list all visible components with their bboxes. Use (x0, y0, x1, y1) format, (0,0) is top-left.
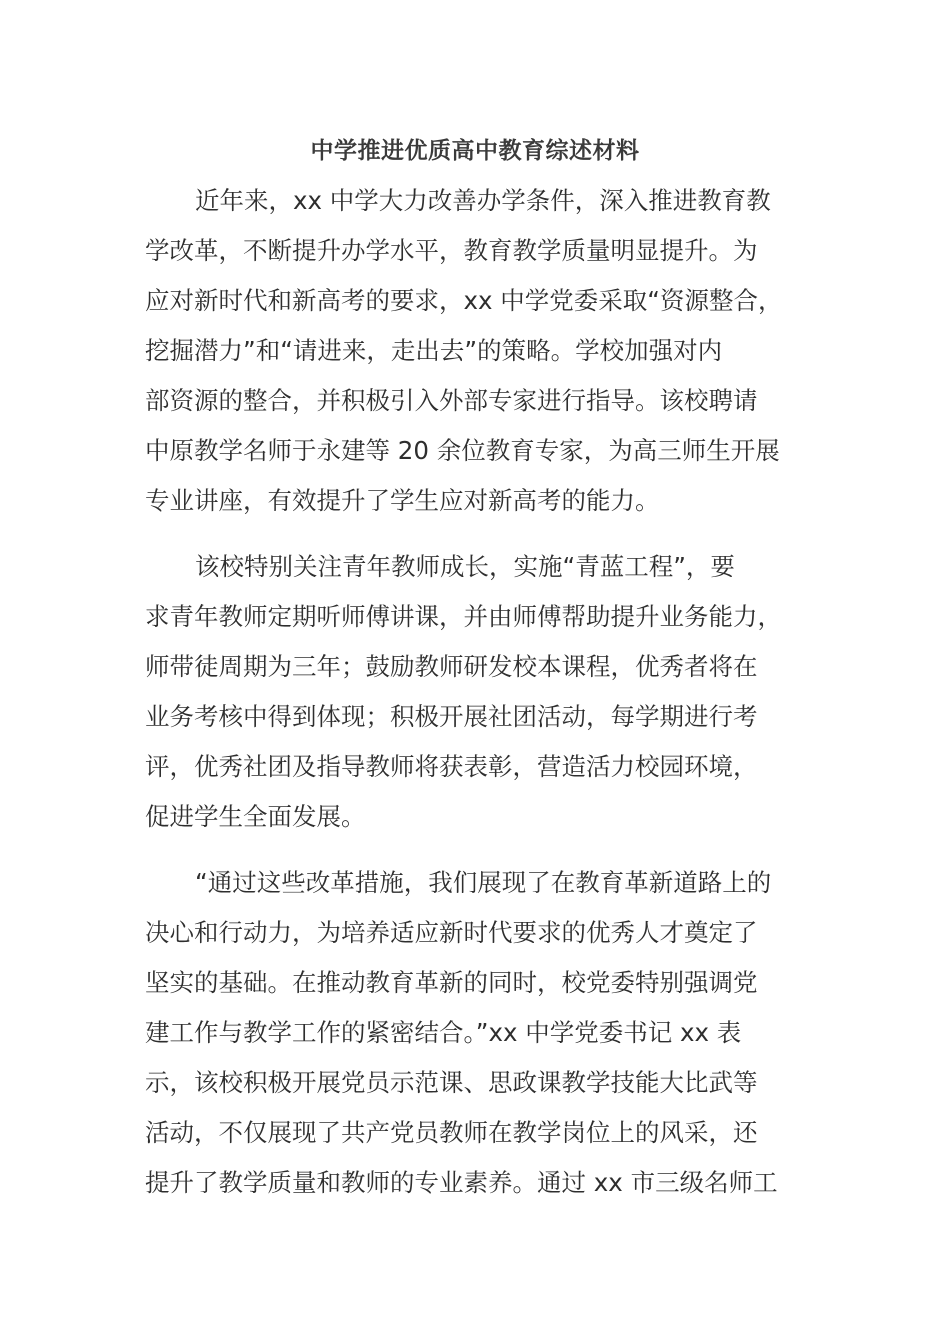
paragraph-line: 促进学生全面发展。 (145, 802, 366, 831)
paragraph-line: 示，该校积极开展党员示范课、思政课教学技能大比武等 (145, 1068, 758, 1097)
paragraph-2 (145, 542, 782, 842)
paragraph-line: 提升了教学质量和教师的专业素养。通过 xx 市三级名师工 (145, 1168, 778, 1197)
paragraph-line: 求青年教师定期听师傅讲课，并由师傅帮助提升业务能力， (145, 602, 782, 631)
document-title: 中学推进优质高中教育综述材料 (310, 138, 640, 164)
paragraph-line: 学改革，不断提升办学水平，教育教学质量明显提升。为 (145, 236, 758, 265)
paragraph-line: 坚实的基础。在推动教育革新的同时，校党委特别强调党 (145, 968, 758, 997)
paragraph-line: 评，优秀社团及指导教师将获表彰，营造活力校园环境， (145, 752, 758, 781)
paragraph-line: 决心和行动力，为培养适应新时代要求的优秀人才奠定了 (145, 918, 758, 947)
paragraph-line: “通过这些改革措施，我们展现了在教育革新道路上的 (195, 868, 772, 897)
paragraph-line: 该校特别关注青年教师成长，实施“青蓝工程”，要 (195, 552, 735, 581)
paragraph-line: 专业讲座，有效提升了学生应对新高考的能力。 (145, 486, 660, 515)
paragraph-3 (145, 858, 778, 1208)
paragraph-line: 近年来，xx 中学大力改善办学条件，深入推进教育教 (195, 186, 771, 215)
paragraph-line: 中原教学名师于永建等 20 余位教育专家，为高三师生开展 (145, 436, 780, 465)
paragraph-line: 业务考核中得到体现；积极开展社团活动，每学期进行考 (145, 702, 758, 731)
paragraph-line: 挖掘潜力”和“请进来，走出去”的策略。学校加强对内 (145, 336, 723, 365)
paragraph-line: 师带徒周期为三年；鼓励教师研发校本课程，优秀者将在 (145, 652, 758, 681)
paragraph-line: 应对新时代和新高考的要求，xx 中学党委采取“资源整合， (145, 286, 783, 315)
paragraph-1 (145, 176, 782, 526)
paragraph-line: 活动，不仅展现了共产党员教师在教学岗位上的风采，还 (145, 1118, 758, 1147)
paragraph-line: 建工作与教学工作的紧密结合。”xx 中学党委书记 xx 表 (145, 1018, 742, 1047)
paragraph-line: 部资源的整合，并积极引入外部专家进行指导。该校聘请 (145, 386, 758, 415)
